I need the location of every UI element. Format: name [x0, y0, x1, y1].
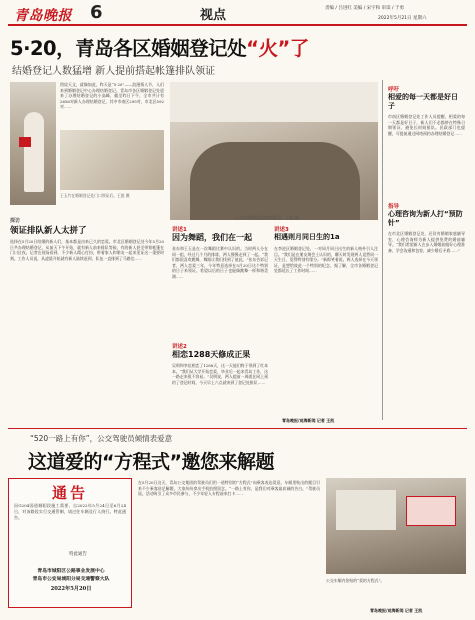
bus-photo-caption: 公交车厢内张贴的“爱的方程式”。 — [326, 578, 385, 583]
bottom-body: 在5月20日这天，青岛公交集团的驾驶员们用一道特别的“方程式”向乘客表达爱意。车厢里贴出的题目引来不少乘客驻足解题，大家纷纷拿出手机拍照留念。“一路上有你，是我们对乘客最真诚的告白。”驾驶员说。活动吸引了众多市民参与，不少年轻人专程前来打卡…… — [138, 480, 320, 497]
notice-body: 因G204国道城阳段施工需要，自2022年5月24日至6月24日，对该路段实行交通管制，请过往车辆及行人绕行。特此通告。 — [14, 503, 126, 520]
story3-label: 讲述2 — [172, 344, 187, 350]
newspaper-logo: 青岛晚报 — [14, 8, 72, 24]
notice-signature: 特此通告 — [69, 552, 87, 557]
section-name: 视点 — [200, 8, 227, 23]
story2-label: 讲述1 — [172, 227, 187, 233]
photo2-caption: 王玉竹用舞蹈留住结婚纪念。王凯 摄 — [235, 215, 299, 220]
sidebar-label-2: 指导 — [388, 204, 400, 210]
bottom-rule — [8, 428, 467, 429]
main-headline — [10, 33, 309, 61]
crowd-shape — [190, 142, 360, 220]
sidebar-author: 青岛晚报/观海新闻 记者 王凯 — [282, 418, 335, 423]
couple-photo-1b — [60, 130, 164, 190]
notice-box — [8, 478, 132, 608]
story1-label: 探访 — [10, 218, 21, 224]
bus-photo — [326, 478, 466, 574]
notice-date: 2022年5月20日 — [50, 586, 92, 592]
story2-body: 张东和王玉是在一次舞蹈比赛中认识的。当时两人分在同一组，经过几个月的排练，两人慢慢走到了一起。“我们都很喜欢跳舞，舞蹈让我们找到了彼此。”张东告诉记者，两人恋爱三年，今年特意选择在5月20日这个特别的日子来领证，希望以后的日子也能像跳舞一样和谐美满…… — [172, 246, 268, 279]
sidebar-title-2: 心理咨询为新人打“预防针” — [388, 210, 463, 227]
masthead-rule — [8, 24, 467, 26]
bus-window-shape — [336, 490, 396, 530]
couple-photo-1 — [10, 82, 56, 205]
sidebar-body-2: 在市北区婚姻登记处，还设有婚姻家庭辅导室，心理咨询师为新人提供免费的婚前辅导。“我们希望新人在步入婚姻前做好心理准备，学会沟通和包容，减少婚后矛盾……” — [388, 231, 465, 253]
bottom-headline: 这道爱的“方程式”邀您来解题 — [28, 451, 274, 473]
registry-hall-wall — [170, 82, 378, 122]
notice-issuer: 青岛市城阳区公路事业发展中心 — [37, 568, 105, 574]
issue-date: 2022年5月21日 星期六 — [378, 16, 427, 21]
sidebar-label-1: 呼吁 — [388, 87, 400, 93]
bottom-author: 青岛晚报/观海新闻 记者 王凯 — [370, 608, 423, 613]
masthead — [0, 0, 475, 24]
story2-title: 因为舞蹈，我们在一起 — [172, 233, 252, 242]
story4-label: 讲述3 — [274, 227, 289, 233]
headline-text: 5·20，青岛各区婚姻登记处 — [10, 37, 247, 60]
story4-body: 在李沧区婚姻登记处，一对同月同日出生的新人格外引人注目。“我们是在朋友聚会上认识的，聊天时发现两人竟然同一天生日，觉得特别有缘分。”新郎笑着说。两人选择在今天领证，是想给彼此一个特别的纪念。据了解，全市各婚姻登记处都延长了工作时间…… — [274, 246, 378, 274]
story3-body: 吴明和李佳相恋了1288天，这一天他们终于领到了红本本。“我们从大学开始恋爱，毕业后一起来青岛工作，这一路走来很不容易。”吴明说，两人提前一周就在网上预约了登记时间，今天早上六点就来到了登记处排队…… — [172, 363, 268, 385]
certificate-shape — [19, 137, 31, 147]
editors-line: 责编 / 吕进红 美编 / 宋宇和 审读 / 于勇 — [325, 6, 404, 11]
story3-title: 相恋1288天修成正果 — [172, 350, 251, 359]
sidebar-divider — [382, 80, 383, 420]
story4-title: 相遇则月同日生的1a — [274, 233, 340, 241]
page-number: 6 — [90, 2, 103, 23]
photo1-caption: 王玉竹在婚姻登记处门口领证后。王凯 摄 — [60, 193, 130, 198]
notice-issuer-2: 青岛市公安局城阳分局交通警察大队 — [32, 576, 110, 582]
story1-title: 领证排队新人太拼了 — [10, 226, 87, 236]
sub-headline: 结婚登记人数猛增 新人提前搭起帐篷排队领证 — [12, 66, 216, 77]
lead-paragraph: 图说天文，就像如此，昨天是“5·20”——浪漫情人节，人们来到婚姻登记中心办理结婚登记。青岛市各区婚姻登记处迎来了办理结婚登记的小高峰，截至昨日下午，全市共计有2656对新人办理结婚登记，其中市南区295对，市北区592对…… — [60, 82, 164, 110]
notice-title: 通告 — [51, 484, 88, 502]
headline-highlight: “火”了 — [246, 37, 309, 60]
wedding-scene-photo — [170, 82, 378, 220]
story1-body: 选择在5月20日结婚的新人们，基本都是由来已久的恋爱。市北区婚姻登记处今年5月20日共办理结婚登记，从前天下午开始，就有新人前来排队等候，有的新人甚至带着帐篷在门口过夜。记者在现场看到，不少新人精心打扮，带着家人和朋友一起来见证这一重要时刻。工作人员说，从凌晨开始就有新人陆续赶到，队伍一直排到了马路边…… — [10, 239, 164, 261]
figure-shape — [24, 112, 44, 192]
sidebar-title-1: 相爱的每一天都是好日子 — [388, 93, 458, 110]
sidebar-body-1: 市南区婚姻登记处工作人员提醒，相爱的每一天都是好日子，新人们不必都挤在特殊日期领证，避免长时间排队。民政部门也提醒，可提前通过网络预约办理结婚登记…… — [388, 114, 465, 136]
love-equation-shape — [406, 496, 456, 526]
bottom-kicker: “520一路上有你”，公交驾驶员倾情表爱意 — [30, 434, 173, 443]
